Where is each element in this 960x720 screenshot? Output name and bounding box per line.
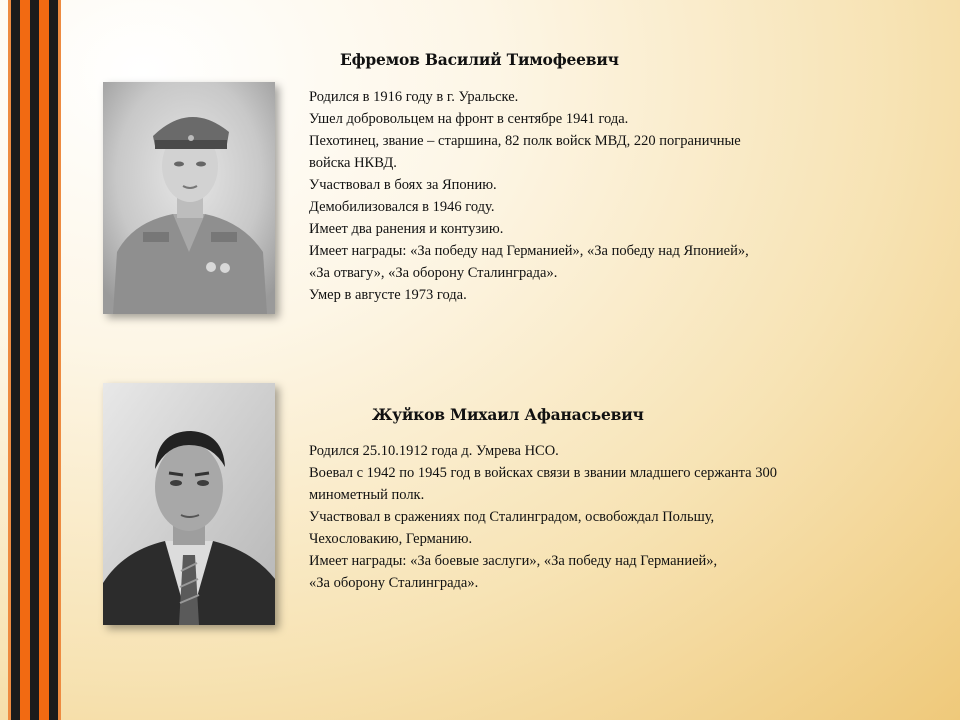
bio-line: Умер в августе 1973 года.	[309, 287, 467, 303]
bio-line: Демобилизовался в 1946 году.	[309, 199, 495, 215]
veteran-1-bio	[309, 86, 749, 306]
bio-line: Имеет два ранения и контузию.	[309, 221, 504, 237]
bio-line: Пехотинец, звание – старшина, 82 полк войск МВД, 220 пограничные	[309, 133, 741, 149]
bio-line: «За оборону Сталинграда».	[309, 575, 479, 591]
veteran-2-bio	[309, 440, 777, 594]
bio-line: «За отвагу», «За оборону Сталинграда».	[309, 265, 558, 281]
bio-line: Участвовал в сражениях под Сталинградом, освобождал Польшу,	[309, 509, 715, 525]
bio-line: Воевал с 1942 по 1945 год в войсках связи в звании младшего сержанта 300	[309, 465, 777, 481]
bio-line: Имеет награды: «За победу над Германией», «За победу над Японией»,	[309, 243, 749, 259]
bio-line: Чехословакию, Германию.	[309, 531, 473, 547]
bio-line: Родился 25.10.1912 года д. Умрева НСО.	[309, 443, 559, 459]
ribbon-stripe	[49, 0, 58, 720]
ribbon-stripe	[11, 0, 20, 720]
bio-line: Имеет награды: «За боевые заслуги», «За победу над Германией»,	[309, 553, 718, 569]
ribbon-stripe	[30, 0, 39, 720]
ribbon-stripe	[39, 0, 49, 720]
veteran-2-name: Жуйков Михаил Афанасьевич	[372, 405, 644, 424]
veteran-2-photo	[103, 383, 275, 625]
ribbon-stripe	[20, 0, 30, 720]
bio-line: Родился в 1916 году в г. Уральске.	[309, 89, 519, 105]
veteran-1-photo	[103, 82, 275, 314]
bio-line: Ушел добровольцем на фронт в сентябре 1941 года.	[309, 111, 629, 127]
bio-line: Участвовал в боях за Японию.	[309, 177, 497, 193]
st-george-ribbon	[8, 0, 64, 720]
bio-line: минометный полк.	[309, 487, 425, 503]
bio-line: войска НКВД.	[309, 155, 397, 171]
ribbon-stripe	[58, 0, 61, 720]
veteran-1-name: Ефремов Василий Тимофеевич	[340, 50, 619, 69]
